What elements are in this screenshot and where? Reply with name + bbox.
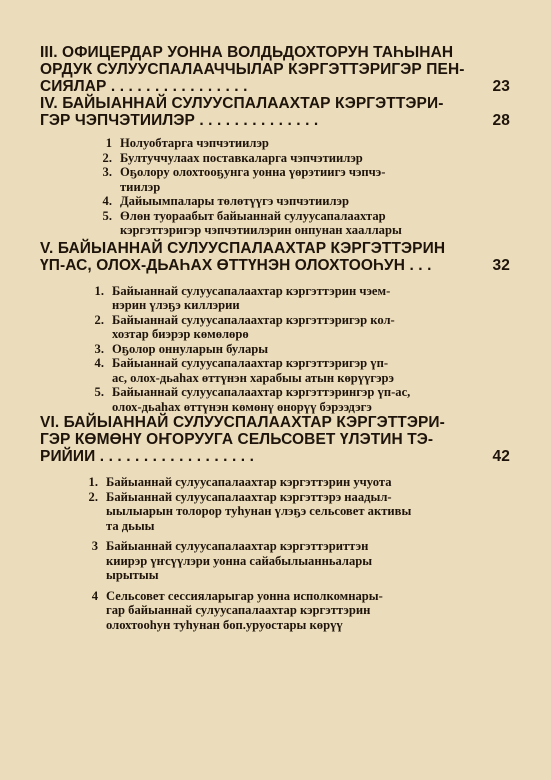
section-heading-line: III. ОФИЦЕРДАР УОННА ВОЛДЬДОХТОРУН ТАҺЫНАН (40, 44, 454, 61)
page-number: 42 (492, 448, 510, 465)
section-heading-line: ОРДУК СУЛУУСПАЛААЧЧЫЛАР КЭРГЭТТЭРИГЭР ПЕН- (40, 61, 465, 78)
item-text: Байыаннай сулуусапалаахтар кэргэттэрэ наадыл- (106, 489, 392, 504)
list-item (84, 385, 510, 414)
item-number: 3. (102, 165, 112, 179)
item-text: нэрин үлэҕэ киллэрии (112, 298, 240, 312)
section-heading-line: VI. БАЙЫАННАЙ СУЛУУСПАЛААХТАР КЭРГЭТТЭРИ- (40, 414, 445, 431)
list-item (84, 356, 510, 385)
item-number: 4. (94, 356, 104, 370)
section-heading-line: СИЯЛАР . . . . . . . . . . . . . . . . (40, 78, 248, 95)
item-text: Байыаннай сулуусапалаахтар кэргэттэригэр кол- (112, 312, 395, 327)
item-number: 4. (102, 194, 112, 208)
item-text: Оҕолор оннуларын булары (112, 341, 269, 356)
subsection-list-iv (92, 136, 510, 238)
item-text: Нолуобтарга чэпчэтиилэр (120, 136, 269, 150)
section-heading-v (40, 240, 510, 274)
item-text: Байыаннай сулуусапалаахтар кэргэттэрингэр үп-ас, (112, 385, 411, 399)
item-text: Сельсовет сессияларыгар уонна исполкомнары- (106, 588, 383, 603)
section-heading-vi (40, 414, 510, 465)
section-heading-line: ГЭР КӨМӨНҮ ОҤОРУУГА СЕЛЬСОВЕТ ҮЛЭТИН ТЭ- (40, 431, 434, 448)
section-heading-line: ГЭР ЧЭПЧЭТИИЛЭР . . . . . . . . . . . . . . (40, 112, 319, 129)
item-number: 2. (102, 150, 112, 165)
item-text: гар байыаннай сулуусапалаахтар кэргэттэрин (106, 603, 371, 617)
item-number: 2. (94, 312, 104, 327)
item-text: ыылыарын толорор туһунан үлэҕэ сельсовет активы (106, 504, 412, 518)
item-number: 5. (94, 385, 104, 399)
subsection-list-vi (78, 475, 510, 632)
item-text: та дьыы (106, 518, 155, 533)
item-number: 1 (105, 136, 112, 150)
subsection-list-v (84, 284, 510, 415)
table-of-contents (40, 42, 510, 632)
list-item (92, 136, 510, 151)
list-item (78, 490, 510, 534)
item-text: ас, олох-дьаһах өттүнэн харабыы атын көрүүгэрэ (112, 370, 394, 385)
item-text: хозтар биэрэр көмөлөрө (112, 327, 249, 341)
section-heading-line: ҮП-АС, ОЛОХ-ДЬАҺАХ ӨТТҮНЭН ОЛОХТООҺУН . . . (40, 256, 432, 274)
item-text: кэргэттэригэр чэпчэтиилэрин онпунан хааллары (120, 223, 402, 237)
item-number: 1. (88, 475, 98, 489)
item-text: Дайыымпалары төлөтүүгэ чэпчэтиилэр (120, 194, 349, 208)
item-text: киирэр үҥсүүлэри уонна сайабылыанньалары (106, 553, 373, 568)
page-number: 28 (492, 112, 510, 129)
item-text: олох-дьаһах өттүнэн көмөнү өнорүү бэрээдэгэ (112, 399, 372, 414)
list-item (92, 151, 510, 166)
item-text: Байыаннай сулуусапалаахтар кэргэттэриттэн (106, 539, 369, 553)
item-number: 5. (102, 208, 112, 223)
item-number: 4 (91, 588, 98, 603)
page-number: 32 (492, 256, 510, 274)
section-heading-iii (40, 44, 510, 95)
section-heading-line: V. БАЙЫАННАЙ СУЛУУСПАЛААХТАР КЭРГЭТТЭРИН (40, 239, 446, 257)
list-item (78, 475, 510, 490)
item-text: Оҕолору олохтооҕунга уонна үөрэтиигэ чэпчэ- (120, 165, 386, 179)
item-text: олохтооһун туһунан боп.уруостары көрүү (106, 617, 343, 632)
item-text: Байыаннай сулуусапалаахтар кэргэттэрин учуота (106, 475, 392, 489)
list-item (78, 589, 510, 633)
item-number: 2. (88, 489, 98, 504)
list-item (92, 165, 510, 194)
item-text: Байыаннай сулуусапалаахтар кэргэттэригэр үп- (112, 356, 389, 370)
item-number: 3. (94, 341, 104, 356)
item-text: ырытыы (106, 568, 159, 582)
list-item (84, 284, 510, 313)
item-text: тиилэр (120, 179, 161, 194)
list-item (78, 539, 510, 583)
page-number: 23 (492, 78, 510, 95)
list-item (92, 209, 510, 238)
list-item (84, 342, 510, 357)
item-text: Бултуччулаах поставкаларга чэпчэтиилэр (120, 150, 363, 165)
section-heading-iv (40, 95, 510, 129)
section-heading-line: IV. БАЙЫАННАЙ СУЛУУСПАЛААХТАР КЭРГЭТТЭРИ- (40, 95, 444, 112)
section-heading-line: РИЙИИ . . . . . . . . . . . . . . . . . . (40, 448, 255, 465)
item-number: 1. (94, 283, 104, 298)
item-text: Байыаннай сулуусапалаахтар кэргэттэрин чэем- (112, 283, 391, 298)
list-item (84, 313, 510, 342)
item-number: 3 (91, 539, 98, 553)
item-text: Өлөн туораабыт байыаннай сулуусапалаахтар (120, 208, 386, 223)
list-item (92, 194, 510, 209)
